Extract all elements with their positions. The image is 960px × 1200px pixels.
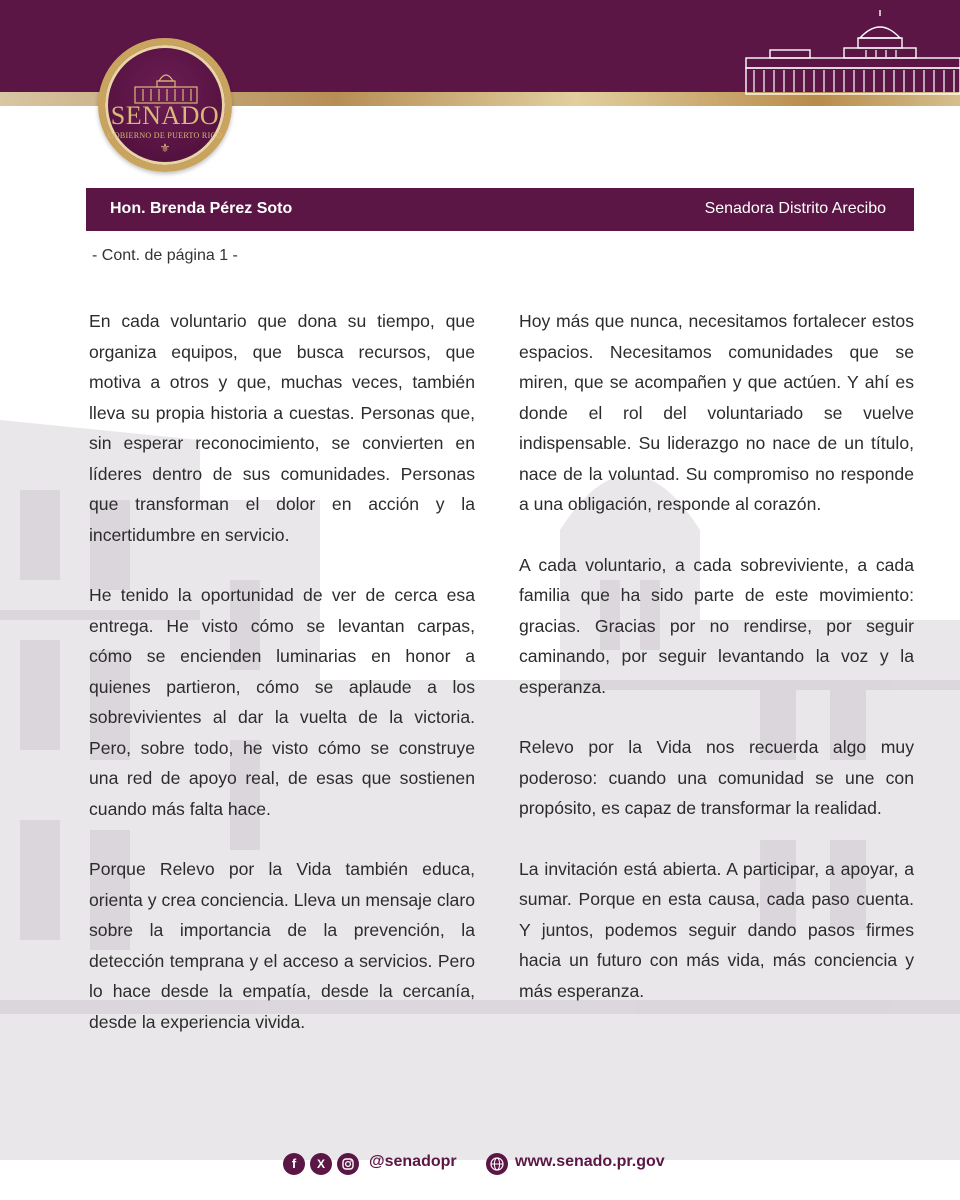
paragraph: Relevo por la Vida nos recuerda algo muy poderoso: cuando una comunidad se une con propósito, es capaz de transformar la realidad. [519,737,914,818]
capitol-illustration [740,10,960,98]
seal-subtitle: GOBIERNO DE PUERTO RICO [107,131,223,140]
author-name: Hon. Brenda Pérez Soto [110,200,293,217]
fleur-de-lis-icon: ⚜ [159,141,171,155]
right-column [519,306,914,1036]
paragraph: La invitación está abierta. A participar, a apoyar, a sumar. Porque en esta causa, cada paso cuenta. Y juntos, podemos seguir dando pasos firmes hacia un futuro con más vida, más conciencia y más esperanza. [519,858,914,1001]
paragraph: En cada voluntario que dona su tiempo, que organiza equipos, que busca recursos, que motiva a otros y que, muchas veces, también lleva su propia historia a cuestas. Personas que, sin esperar reconocimiento, se convierten en líderes dentro de sus comunidades. Personas que transforman el dolor en acción y la incertidumbre en servicio. [89,311,475,545]
left-column [89,306,475,1067]
footer [0,1150,960,1178]
x-icon[interactable]: X [310,1153,332,1175]
globe-icon [486,1153,508,1175]
seal-title: SENADO [110,101,220,130]
website-link[interactable]: www.senado.pr.gov [515,1153,665,1170]
author-bar [86,188,914,231]
senado-seal-logo [98,38,232,172]
paragraph: A cada voluntario, a cada sobreviviente, a cada familia que ha sido parte de este movimiento: gracias. Gracias por no rendirse, por seguir caminando, por seguir levantando la voz y la esperanza. [519,554,914,697]
author-role: Senadora Distrito Arecibo [704,200,886,217]
paragraph: He tenido la oportunidad de ver de cerca esa entrega. He visto cómo se levantan carpas, cómo se encienden luminarias en honor a quienes partieron, cómo se aplaude a los sobrevivientes al dar la vuelta de la victoria. Pero, sobre todo, he visto cómo se construye una red de apoyo real, de esas que sostienen cuando más falta hace. [89,585,475,819]
seal-capitol-icon [131,67,201,105]
instagram-icon[interactable] [337,1153,359,1175]
social-handle[interactable]: @senadopr [369,1153,457,1170]
paragraph: Porque Relevo por la Vida también educa, orienta y crea conciencia. Lleva un mensaje claro sobre la importancia de la prevención, la detección temprana y el acceso a servicios. Pero lo hace desde la empatía, desde la cercanía, desde la experiencia vivida. [89,859,475,1032]
continuation-note: - Cont. de página 1 - [92,247,238,264]
facebook-icon[interactable]: f [283,1153,305,1175]
paragraph: Hoy más que nunca, necesitamos fortalecer estos espacios. Necesitamos comunidades que se miren, que se acompañen y que actúen. Y ahí es donde el rol del voluntariado se vuelve indispensable. Su liderazgo no nace de un título, nace de la voluntad. Su compromiso no responde a una obligación, responde al corazón. [519,311,914,514]
